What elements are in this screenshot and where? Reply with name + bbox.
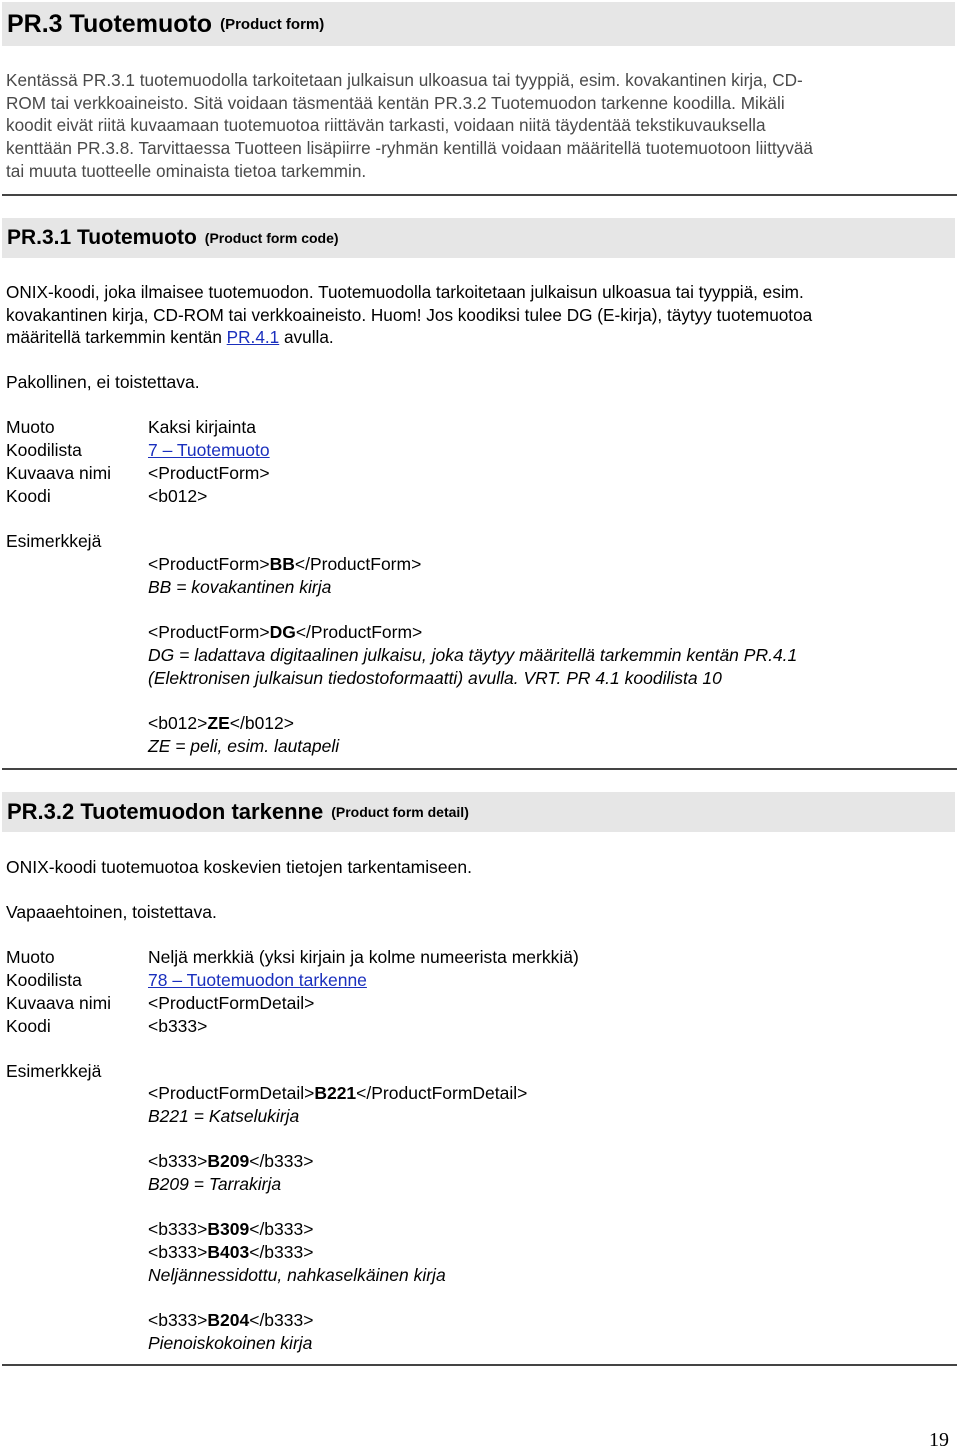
intro-line: koodit eivät riitä kuvaamaan tuotemuotoa riittävän tarkasti, voidaan niitä täydentää tekstikuvauksella bbox=[6, 115, 766, 136]
code-label: Koodi bbox=[6, 486, 51, 506]
codelist-link[interactable]: 7 – Tuotemuoto bbox=[148, 440, 270, 460]
subsection-subtitle: (Product form code) bbox=[204, 230, 339, 246]
subsection-title: PR.3.1 Tuotemuoto bbox=[7, 226, 197, 249]
description-line: kovakantinen kirja, CD-ROM tai verkkoaineisto. Huom! Jos koodiksi tulee DG (E-kirja), täytyy tuotemuotoa bbox=[6, 304, 813, 325]
description-line bbox=[6, 326, 951, 349]
pr32-description: ONIX-koodi tuotemuotoa koskevien tietojen tarkentamiseen. bbox=[6, 857, 472, 877]
code-label: Koodi bbox=[6, 1016, 51, 1036]
codelist-label: Koodilista bbox=[6, 440, 82, 460]
format-value: Kaksi kirjainta bbox=[148, 417, 256, 437]
pr31-description bbox=[6, 281, 951, 349]
example-description: B209 = Tarrakirja bbox=[148, 1174, 282, 1194]
example-code: <ProductForm>BB</ProductForm> bbox=[148, 554, 422, 574]
example-code: <ProductForm>DG</ProductForm> bbox=[148, 622, 423, 642]
description-text: määritellä tarkemmin kentän bbox=[6, 327, 227, 348]
subsection-heading-pr31 bbox=[2, 218, 955, 258]
example-description: DG = ladattava digitaalinen julkaisu, joka täytyy määritellä tarkemmin kentän PR.4.1 bbox=[148, 645, 798, 665]
intro-line: tai muuta tuotteelle ominaista tietoa tarkemmin. bbox=[6, 160, 367, 181]
example-description: B221 = Katselukirja bbox=[148, 1106, 300, 1126]
page-number: 19 bbox=[929, 1429, 949, 1451]
ref-name-value: <ProductFormDetail> bbox=[148, 993, 315, 1013]
ref-name-value: <ProductForm> bbox=[148, 463, 270, 483]
code-value: <b333> bbox=[148, 1016, 208, 1036]
codelist-label: Koodilista bbox=[6, 970, 82, 990]
codelist-link[interactable]: 78 – Tuotemuodon tarkenne bbox=[148, 970, 367, 990]
example-code: <b333>B204</b333> bbox=[148, 1310, 314, 1330]
pr31-status: Pakollinen, ei toistettava. bbox=[6, 372, 200, 392]
examples-label: Esimerkkejä bbox=[6, 1061, 102, 1081]
intro-line: ROM tai verkkoaineisto. Sitä voidaan täsmentää kentän PR.3.2 Tuotemuodon tarkenne koodilla. Mikäli bbox=[6, 92, 785, 113]
divider bbox=[2, 768, 957, 770]
format-label: Muoto bbox=[6, 417, 55, 437]
ref-name-label: Kuvaava nimi bbox=[6, 463, 112, 483]
intro-line: Kentässä PR.3.1 tuotemuodolla tarkoitetaan julkaisun ulkoasua tai tyyppiä, esim. kovakantinen kirja, CD- bbox=[6, 70, 803, 90]
section-intro bbox=[6, 69, 951, 183]
code-value: <b012> bbox=[148, 486, 208, 506]
description-line: ONIX-koodi, joka ilmaisee tuotemuodon. Tuotemuodolla tarkoitetaan julkaisun ulkoasua tai tyyppiä, esim. bbox=[6, 282, 804, 302]
intro-line: kenttään PR.3.8. Tarvittaessa Tuotteen lisäpiirre -ryhmän kentillä voidaan määritellä tuotemuotoon liittyvää bbox=[6, 138, 813, 159]
format-value: Neljä merkkiä (yksi kirjain ja kolme numeerista merkkiä) bbox=[148, 947, 579, 967]
example-code: <b333>B209</b333> bbox=[148, 1151, 314, 1171]
field-link-pr41[interactable]: PR.4.1 bbox=[226, 327, 280, 348]
section-title: PR.3 Tuotemuoto bbox=[7, 9, 213, 38]
section-subtitle: (Product form) bbox=[220, 15, 325, 33]
example-code: <b012>ZE</b012> bbox=[148, 713, 294, 733]
pr32-status: Vapaaehtoinen, toistettava. bbox=[6, 902, 217, 922]
description-text: avulla. bbox=[279, 327, 334, 348]
example-description: ZE = peli, esim. lautapeli bbox=[148, 736, 340, 756]
example-code: <b333>B403</b333> bbox=[148, 1242, 314, 1262]
section-heading bbox=[2, 2, 955, 46]
examples-label: Esimerkkejä bbox=[6, 531, 102, 551]
format-label: Muoto bbox=[6, 947, 55, 967]
subsection-heading-pr32 bbox=[2, 792, 955, 832]
subsection-subtitle: (Product form detail) bbox=[331, 804, 469, 820]
ref-name-label: Kuvaava nimi bbox=[6, 993, 112, 1013]
example-code: <b333>B309</b333> bbox=[148, 1219, 314, 1239]
subsection-title: PR.3.2 Tuotemuodon tarkenne bbox=[7, 799, 324, 824]
example-description: BB = kovakantinen kirja bbox=[148, 577, 332, 597]
example-code: <ProductFormDetail>B221</ProductFormDetail> bbox=[148, 1083, 528, 1103]
divider bbox=[2, 194, 957, 196]
example-description: (Elektronisen julkaisun tiedostoformaatti) avulla. VRT. PR 4.1 koodilista 10 bbox=[148, 668, 722, 688]
example-description: Pienoiskokoinen kirja bbox=[148, 1333, 313, 1353]
example-description: Neljännessidottu, nahkaselkäinen kirja bbox=[148, 1265, 446, 1285]
divider bbox=[2, 1364, 957, 1366]
